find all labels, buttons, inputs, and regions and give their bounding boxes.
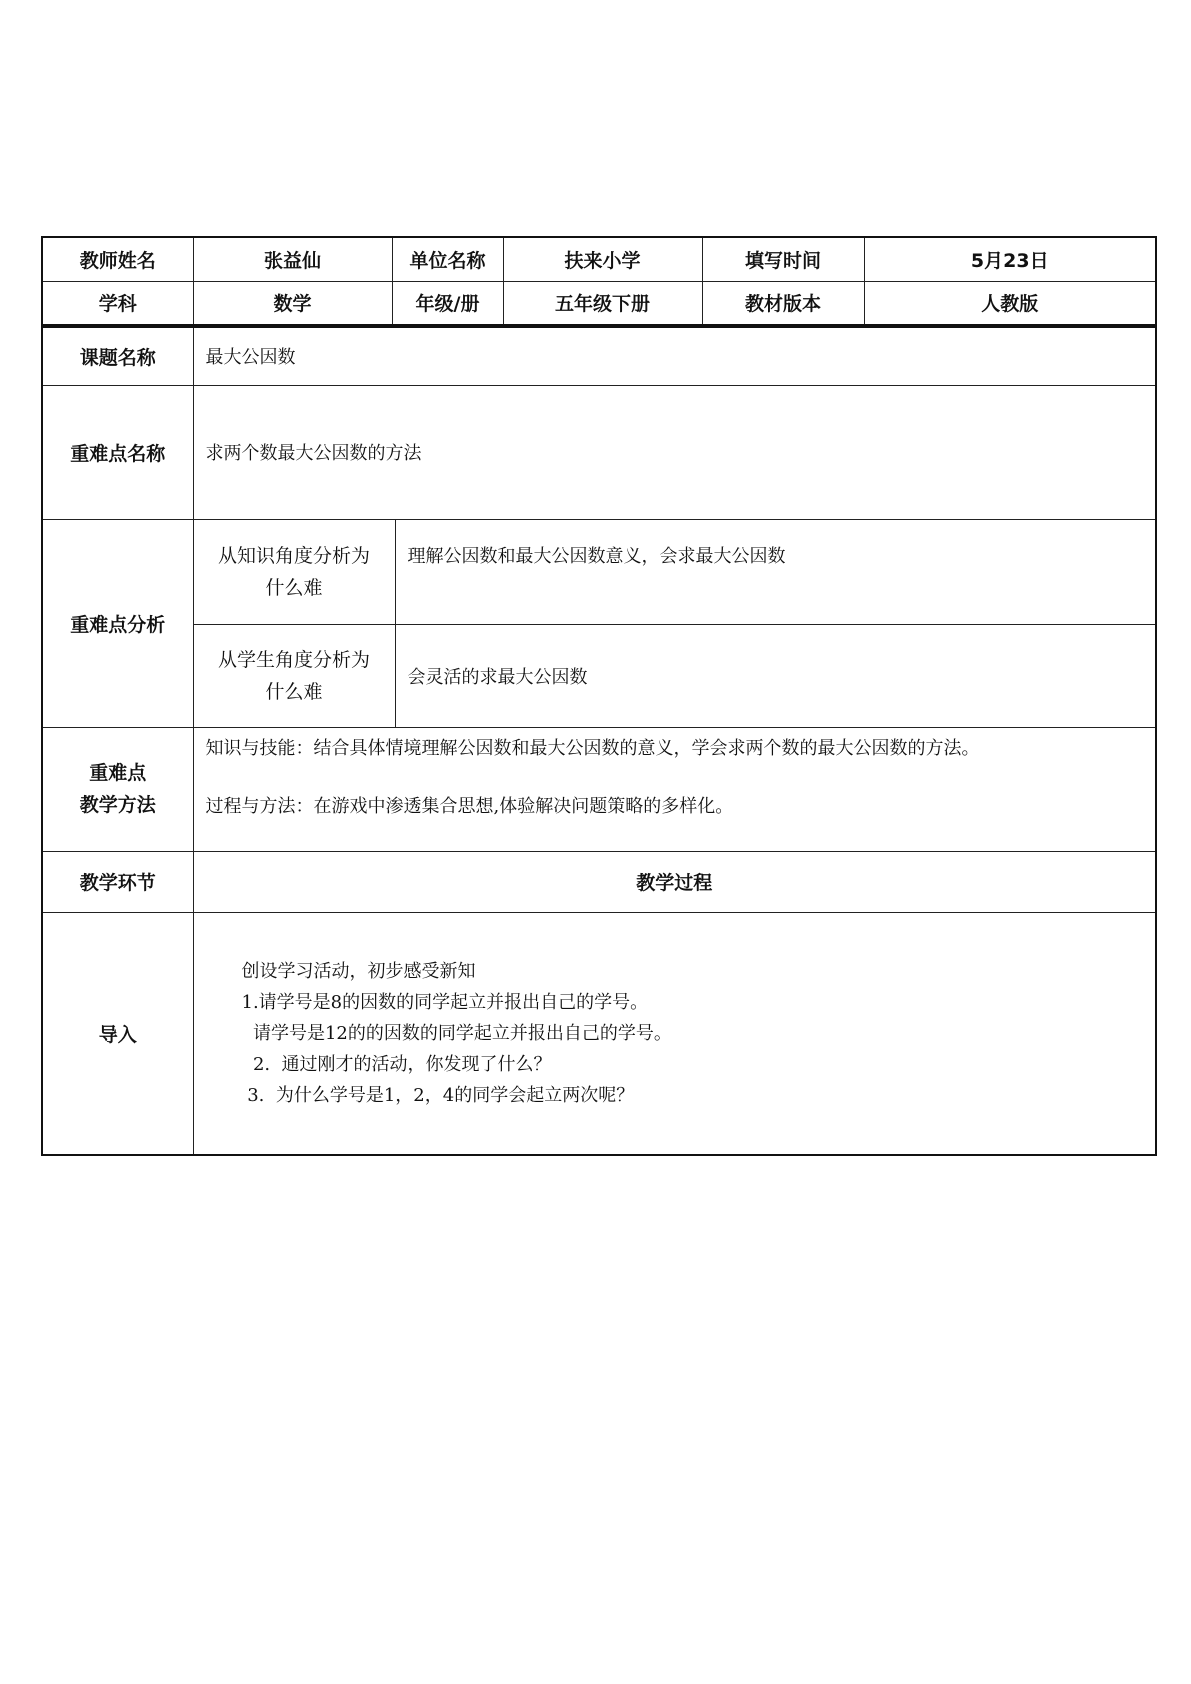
method-content — [193, 727, 1156, 851]
subject-label: 学科 — [42, 281, 193, 325]
intro-line: 3. 为什么学号是1，2，4的同学会起立两次呢？ — [241, 1084, 635, 1106]
key-point-value: 求两个数最大公因数的方法 — [193, 385, 1156, 519]
student-angle-label — [193, 624, 395, 727]
method-line-2: 过程与方法：在游戏中渗透集合思想,体验解决问题策略的多样化。 — [205, 795, 734, 817]
teacher-label: 教师姓名 — [42, 237, 193, 281]
topic-label: 课题名称 — [42, 327, 193, 385]
knowledge-angle-line2: 什么难 — [265, 576, 323, 599]
intro-line: 创设学习活动，初步感受新知 — [241, 960, 476, 982]
intro-label: 导入 — [42, 912, 193, 1155]
knowledge-angle-line1: 从知识角度分析为 — [217, 544, 370, 567]
method-label-line2: 教学方法 — [79, 794, 156, 816]
method-line-1: 知识与技能：结合具体情境理解公因数和最大公因数的意义，学会求两个数的最大公因数的方法。 — [205, 737, 980, 759]
intro-content — [193, 912, 1156, 1155]
student-angle-line1: 从学生角度分析为 — [217, 648, 370, 671]
intro-line: 请学号是12的的因数的同学起立并报出自己的学号。 — [241, 1022, 672, 1044]
knowledge-angle-label — [193, 519, 395, 624]
key-point-label: 重难点名称 — [42, 385, 193, 519]
date-value: 5月23日 — [864, 237, 1156, 281]
grade-label: 年级/册 — [392, 281, 503, 325]
student-angle-line2: 什么难 — [265, 680, 323, 703]
unit-label: 单位名称 — [392, 237, 503, 281]
method-label-line1: 重难点 — [89, 762, 147, 784]
subject-value: 数学 — [193, 281, 392, 325]
analysis-label: 重难点分析 — [42, 519, 193, 727]
info-table — [41, 236, 1157, 326]
teacher-value: 张益仙 — [193, 237, 392, 281]
knowledge-angle-value: 理解公因数和最大公因数意义，会求最大公因数 — [395, 519, 1156, 624]
lesson-table — [41, 326, 1157, 1156]
date-label: 填写时间 — [702, 237, 864, 281]
edition-label: 教材版本 — [702, 281, 864, 325]
intro-line: 2. 通过刚才的活动，你发现了什么？ — [241, 1053, 552, 1075]
edition-value: 人教版 — [864, 281, 1156, 325]
stage-label: 教学环节 — [42, 851, 193, 912]
grade-value: 五年级下册 — [503, 281, 702, 325]
topic-value: 最大公因数 — [193, 327, 1156, 385]
process-label: 教学过程 — [193, 851, 1156, 912]
method-label — [42, 727, 193, 851]
unit-value: 扶来小学 — [503, 237, 702, 281]
intro-line: 1.请学号是8的因数的同学起立并报出自己的学号。 — [241, 991, 649, 1013]
student-angle-value: 会灵活的求最大公因数 — [395, 624, 1156, 727]
